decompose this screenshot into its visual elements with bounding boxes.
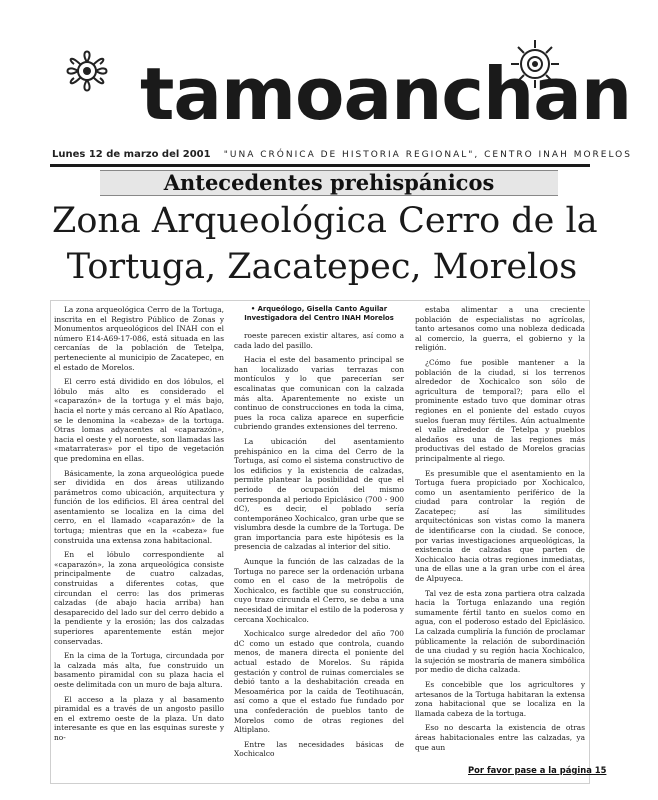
article-headline [52, 198, 598, 290]
article-column-3 [415, 305, 585, 757]
section-banner: Antecedentes prehispánicos [100, 170, 558, 196]
paragraph: Tal vez de esta zona partiera otra calzada hacia la Tortuga enlazando una región sumamente fértil tanto en suelos como en agua, con el poderoso estado del Epiclásico. La calzada cumpliría la función de proclamar públicamente la relación de subordinación de una ciudad y su región hacia Xochicalco, la sujeción se mostraría de manera simbólica por medio de dicha calzada. [415, 588, 585, 675]
paragraph: En la cima de la Tortuga, circundada por la calzada más alta, fue construido un basamento piramidal con su plaza hacia el oeste delimitada con un muro de baja altura. [54, 651, 224, 689]
paragraph: El acceso a la plaza y al basamento piramidal es a través de un angosto pasillo en el extremo oeste de la plaza. Un dato interesante es que en las esquinas sureste y no- [54, 694, 224, 742]
paragraph: Es presumible que el asentamiento en la Tortuga fuera propiciado por Xochicalco, como un asentamiento periférico de la ciudad para controlar la región de Zacatepec; así las similitudes arquitectónicas son vistas como la manera de identificarse con la ciudad. Se conoce, por varias investigaciones arqueológicas, la existencia de calzadas que parten de Xochicalco hacia otras regiones inmediatas, una de ellas une a la gran urbe con el área de Alpuyeca. [415, 468, 585, 584]
paragraph: La zona arqueológica Cerro de la Tortuga, inscrita en el Registro Público de Zonas y Monumentos arqueológicos del INAH con el número E14-A69-17-086, está situada en las cercanías de la población de Tetelpa, perteneciente al municipio de Zacatepec, en el estado de Morelos. [54, 305, 224, 372]
article-column-2 [234, 305, 404, 764]
floral-glyph-icon [56, 40, 118, 102]
headline-line-1: Zona Arqueológica Cerro de la [52, 201, 598, 241]
paragraph: Es concebible que los agricultores y artesanos de la Tortuga habitaran la extensa zona habitacional que se localiza en la llamada cabeza de la tortuga. [415, 679, 585, 718]
masthead-title: tamoanchan [140, 52, 632, 136]
tagline: "UNA CRÓNICA DE HISTORIA REGIONAL", CENTRO INAH MORELOS [223, 150, 632, 160]
paragraph: Eso no descarta la existencia de otras áreas habitacionales entre las calzadas, ya que aun [415, 723, 585, 752]
masthead-rule [50, 164, 590, 167]
headline-line-2: Tortuga, Zacatepec, Morelos [66, 247, 578, 287]
dateline [52, 148, 632, 162]
paragraph: ¿Cómo fue posible mantener a la población de la ciudad, si los terrenos alrededor de Xochicalco son sólo de agricultura de temporal?; para ello el prominente estado tuvo que dominar otras regiones en el poniente del estado cuyos suelos fueran muy fértiles. Aún actualmente el valle alrededor de Tetelpa y pueblos aledaños es una de las regiones más productivas del estado de Morelos gracias principalmente al riego. [415, 357, 585, 463]
paragraph: En el lóbulo correspondiente al «caparazón», la zona arqueológica consiste principalmente de cuatro calzadas, construidas a diferentes cotas, que circundan el cerro: las dos primeras calzadas (de abajo hacia arriba) han desaparecido del lado sur del cerro debido a la pendiente y la erosión; las dos calzadas superiores aparentemente están mejor conservadas. [54, 550, 224, 646]
byline-affiliation: Investigadora del Centro INAH Morelos [244, 314, 394, 322]
paragraph: Entre las necesidades básicas de Xochicalco [234, 739, 404, 759]
paragraph: Hacia el este del basamento principal se han localizado varias terrazas con montículos y lo que parecerían ser escalinatas que comunican con la calzada más alta. Aparentemente no existe un continuo de construcciones en toda la cima, pues la roca caliza aparece en superficie cubriendo grandes extensiones del terreno. [234, 355, 404, 432]
paragraph: Básicamente, la zona arqueológica puede ser dividida en dos áreas utilizando parámetros como ubicación, arquitectura y función de los edificios. El área central del asentamiento se localiza en la cima del cerro, en el llamado «caparazón» de la tortuga; mientras que en la «cabeza» fue construida una extensa zona habitacional. [54, 468, 224, 545]
continued-on-page-link[interactable]: Por favor pase a la página 15 [468, 765, 607, 775]
issue-date: Lunes 12 de marzo del 2001 [52, 149, 211, 160]
paragraph: estaba alimentar a una creciente población de especialistas no agrícolas, tanto artesanos como una nobleza dedicada al comercio, la guerra, el gobierno y la religión. [415, 305, 585, 353]
byline-author: • Arqueólogo, Gisella Canto Aguilar [250, 305, 388, 313]
paragraph: roeste parecen existir altares, así como a cada lado del pasillo. [234, 331, 404, 350]
paragraph: Xochicalco surge alrededor del año 700 dC como un estado que controla, cuando menos, de manera directa el poniente del actual estado de Morelos. Su rápida gestación y control de ruinas comerciales se debió tanto a la deshabitación creada en Mesoamérica por la caída de Teotihuacán, así como a que el estado fue fundado por una confederación de pueblos tanto de Morelos como de otras regiones del Altiplano. [234, 629, 404, 735]
paragraph: Aunque la función de las calzadas de la Tortuga no parece ser la ordenación urbana como en el caso de la metrópolis de Xochicalco, es factible que su construcción, cuyo trazo circunda el Cerro, se deba a una necesidad de imitar el estilo de la poderosa y cercana Xochicalco. [234, 557, 404, 624]
paragraph: La ubicación del asentamiento prehispánico en la cima del Cerro de la Tortuga, así como el sistema constructivo de los edificios y la existencia de calzadas, permite plantear la posibilidad de que el periodo de ocupación del mismo corresponda al periodo Epiclásico (700 - 900 dC), es decir, el poblado sería contemporáneo Xochicalco, gran urbe que se vislumbra desde la cumbre de la Tortuga. De gran importancia para este hipótesis es la presencia de calzadas al interior del sitio. [234, 436, 404, 552]
article-column-1 [54, 305, 224, 748]
author-byline [234, 305, 404, 323]
paragraph: El cerro está dividido en dos lóbulos, el lóbulo más alto es considerado el «caparazón» de la tortuga y el más bajo, hacia el norte y más cercano al Río Apatlaco, se le denomina la «cabeza» de la tortuga. Otras lomas adyacentes al «caparazón», hacia el oeste y el noroeste, son llamadas las «matarrateras» por el tipo de vegetación que predomina en ellas. [54, 377, 224, 463]
